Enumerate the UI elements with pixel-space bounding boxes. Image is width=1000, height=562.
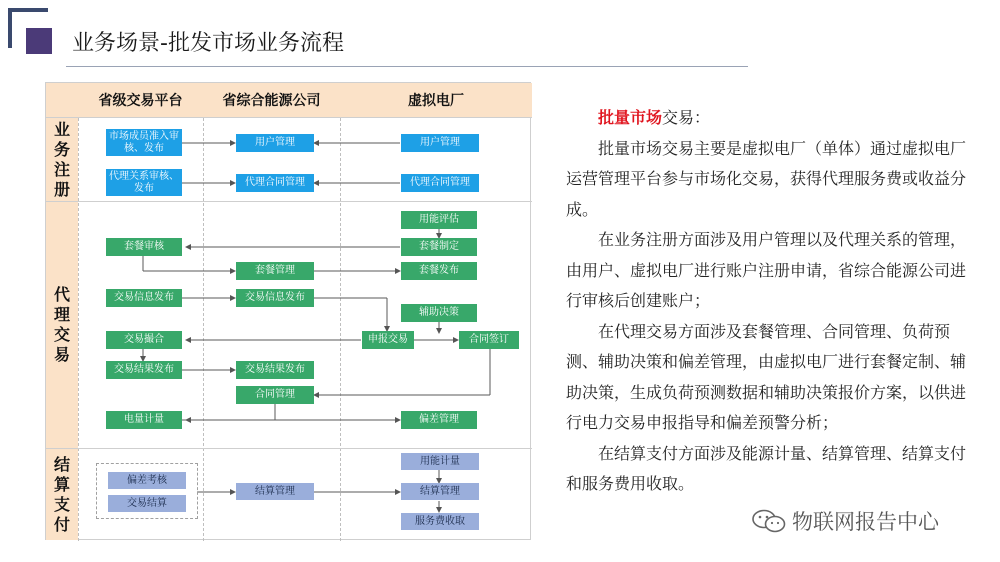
row-label-agency-trading: 代理交易 xyxy=(46,202,78,448)
node-package-design: 套餐制定 xyxy=(401,238,477,256)
wechat-icon xyxy=(752,509,786,533)
node-package-management: 套餐管理 xyxy=(236,262,314,280)
paragraph-registration: 在业务注册方面涉及用户管理以及代理关系的管理，由用户、虚拟电厂进行账户注册申请，省综合能源公司进行审核后创建账户； xyxy=(566,230,967,310)
title-divider xyxy=(66,66,748,67)
description-panel xyxy=(566,103,966,500)
node-trade-declaration: 申报交易 xyxy=(362,331,414,349)
node-energy-metering: 电量计量 xyxy=(106,411,182,429)
column-header-platform: 省级交易平台 xyxy=(78,83,203,117)
node-trade-matching: 交易撮合 xyxy=(106,331,182,349)
node-contract-signing: 合同签订 xyxy=(459,331,519,349)
node-deviation-assessment: 偏差考核 xyxy=(108,472,186,489)
row-label-settlement: 结算支付 xyxy=(46,449,78,540)
node-service-fee-collection: 服务费收取 xyxy=(401,513,479,530)
node-user-management-plant: 用户管理 xyxy=(401,134,479,152)
page-title: 业务场景-批发市场业务流程 xyxy=(72,31,344,56)
paragraph-overview: 批量市场交易主要是虚拟电厂（单体）通过虚拟电厂运营管理平台参与市场化交易，获得代理服务费或收益分成。 xyxy=(566,138,967,219)
node-trade-settlement: 交易结算 xyxy=(108,495,186,512)
node-user-management-energy: 用户管理 xyxy=(236,134,314,152)
logo-square xyxy=(26,28,52,54)
description-heading xyxy=(566,103,966,134)
node-energy-assessment: 用能评估 xyxy=(401,211,477,229)
node-package-review: 套餐审核 xyxy=(106,238,182,256)
node-decision-support: 辅助决策 xyxy=(401,304,477,322)
node-trade-info-publish-energy: 交易信息发布 xyxy=(236,289,314,307)
node-trade-info-publish-platform: 交易信息发布 xyxy=(106,289,182,307)
node-agency-contract-energy: 代理合同管理 xyxy=(236,174,314,192)
node-contract-management: 合同管理 xyxy=(236,386,314,404)
node-package-publish: 套餐发布 xyxy=(401,262,477,280)
paragraph-agency-trading: 在代理交易方面涉及套餐管理、合同管理、负荷预测、辅助决策和偏差管理，由虚拟电厂进行套餐定制、辅助决策，生成负荷预测数据和辅助决策报价方案，以供进行电力交易申报指导和偏差预警分析； xyxy=(566,321,967,432)
watermark xyxy=(752,506,939,536)
watermark-text: 物联网报告中心 xyxy=(792,510,939,534)
node-settlement-management-plant: 结算管理 xyxy=(401,483,479,500)
node-trade-result-publish-energy: 交易结果发布 xyxy=(236,361,314,379)
flow-diagram xyxy=(45,82,531,540)
column-header-energy-company: 省综合能源公司 xyxy=(203,83,340,117)
paragraph-settlement: 在结算支付方面涉及能源计量、结算管理、结算支付和服务费用收取。 xyxy=(566,443,967,493)
row-label-registration: 业务注册 xyxy=(46,118,78,201)
node-trade-result-publish-platform: 交易结果发布 xyxy=(106,361,182,379)
heading-highlight: 批量市场 xyxy=(598,108,663,127)
node-agency-contract-plant: 代理合同管理 xyxy=(401,174,479,192)
node-settlement-management-energy: 结算管理 xyxy=(236,483,314,500)
column-header-virtual-plant: 虚拟电厂 xyxy=(340,83,532,117)
node-member-admission-review: 市场成员准入审核、发布 xyxy=(106,129,182,156)
node-agency-review: 代理关系审核、发布 xyxy=(106,169,182,196)
heading-rest: 交易： xyxy=(662,108,711,127)
node-usage-metering: 用能计量 xyxy=(401,453,479,470)
node-deviation-management: 偏差管理 xyxy=(401,411,477,429)
